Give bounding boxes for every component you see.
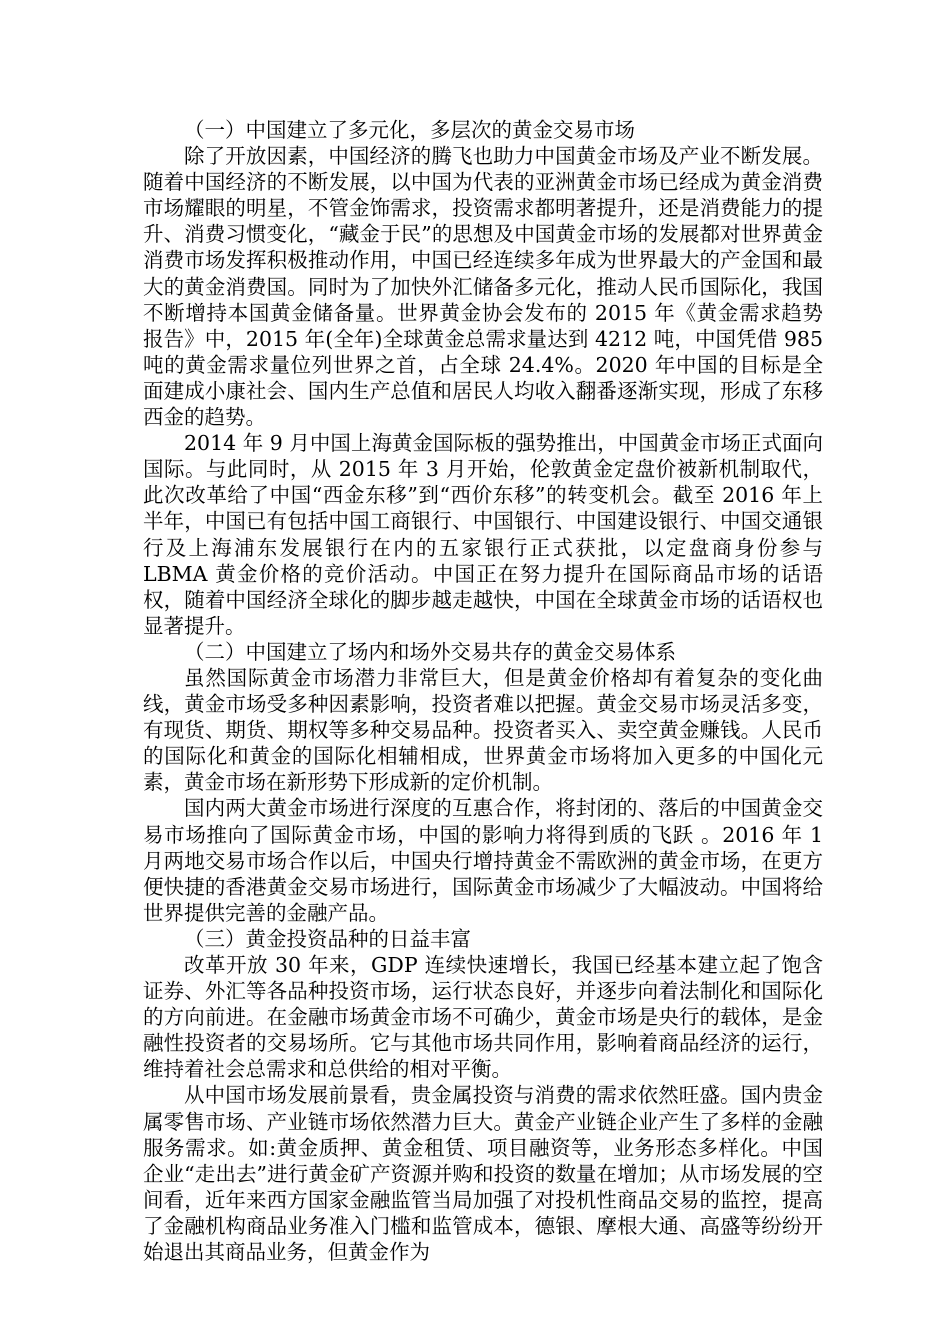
paragraph-3: 虽然国际黄金市场潜力非常巨大，但是黄金价格却有着复杂的变化曲线，黄金市场受多种因素影响，投资者难以把握。黄金交易市场灵活多变，有现货、期货、期权等多种交易品种。投资者买入、卖空黄金赚钱。人民币的国际化和黄金的国际化相辅相成，世界黄金市场将加入更多的中国化元素，黄金市场在新形势下形成新的定价机制。 bbox=[143, 665, 823, 795]
section-heading-1: （一）中国建立了多元化，多层次的黄金交易市场 bbox=[184, 118, 635, 142]
paragraph-5: 改革开放 30 年来，GDP 连续快速增长，我国已经基本建立起了饱含证券、外汇等各品种投资市场，运行状态良好，并逐步向着法制化和国际化的方向前进。在金融市场黄金市场不可确少，黄金市场是央行的载体，是金融性投资者的交易场所。它与其他市场共同作用，影响着商品经济的运行，维持着社会总需求和总供给的相对平衡。 bbox=[143, 953, 823, 1082]
paragraph-6: 从中国市场发展前景看，贵金属投资与消费的需求依然旺盛。国内贵金属零售市场、产业链市场依然潜力巨大。黄金产业链企业产生了多样的金融服务需求。如:黄金质押、黄金租赁、项目融资等，业务形态多样化。中国企业“走出去”进行黄金矿产资源并购和投资的数量在增加；从市场发展的空间看，近年来西方国家金融监管当局加强了对投机性商品交易的监控，提高了金融机构商品业务准入门槛和监管成本，德银、摩根大通、高盛等纷纷开始退出其商品业务，但黄金作为 bbox=[143, 1083, 823, 1265]
section-heading-2: （二）中国建立了场内和场外交易共存的黄金交易体系 bbox=[184, 639, 676, 664]
paragraph-2: 2014 年 9 月中国上海黄金国际板的强势推出，中国黄金市场正式面向国际。与此同时，从 2015 年 3 月开始，伦敦黄金定盘价被新机制取代，此次改革给了中国“西金东移”到“西价东移”的转变机会。截至 2016 年上半年，中国已有包括中国工商银行、中国银行、中国建设银行、中国交通银行及上海浦东发展银行在内的五家银行正式获批，以定盘商身份参与 LBMA 黄金价格的竞价活动。中国正在努力提升在国际商品市场的话语权，随着中国经济全球化的脚步越走越快，中国在全球黄金市场的话语权也显著提升。 bbox=[143, 431, 823, 638]
section-heading-3: （三）黄金投资品种的日益丰富 bbox=[184, 926, 471, 951]
paragraph-1: 除了开放因素，中国经济的腾飞也助力中国黄金市场及产业不断发展。随着中国经济的不断发展，以中国为代表的亚洲黄金市场已经成为黄金消费市场耀眼的明星，不管金饰需求，投资需求都明著提升，还是消费能力的提升、消费习惯变化，“藏金于民”的思想及中国黄金市场的发展都对世界黄金消费市场发挥积极推动作用，中国已经连续多年成为世界最大的产金国和最大的黄金消费国。同时为了加快外汇储备多元化，推动人民币国际化，我国不断增持本国黄金储备量。世界黄金协会发布的 2015 年《黄金需求趋势报告》中，2015 年(全年)全球黄金总需求量达到 4212 吨，中国凭借 985 吨的黄金需求量位列世界之首，占全球 24.4%。2020 年中国的目标是全面建成小康社会、国内生产总值和居民人均收入翻番逐渐实现，形成了东移西金的趋势。 bbox=[143, 144, 823, 430]
paragraph-4: 国内两大黄金市场进行深度的互惠合作，将封闭的、落后的中国黄金交易市场推向了国际黄金市场，中国的影响力将得到质的飞跃 。2016 年 1 月两地交易市场合作以后，中国央行增持黄金不需欧洲的黄金市场，在更方便快捷的香港黄金交易市场进行，国际黄金市场减少了大幅波动。中国将给世界提供完善的金融产品。 bbox=[143, 796, 823, 925]
document-page bbox=[143, 117, 823, 1265]
